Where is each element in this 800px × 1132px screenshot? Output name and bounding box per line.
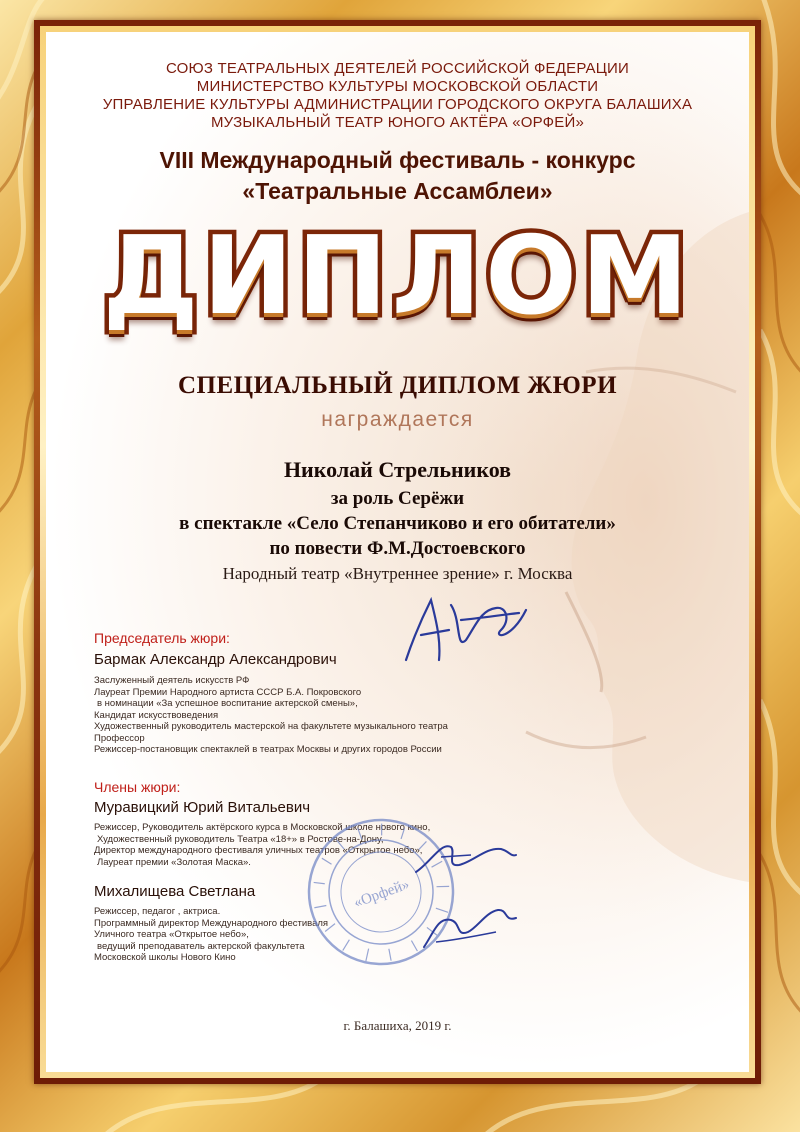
member-signature <box>411 827 521 887</box>
detail-line: Московской школы Нового Кино <box>94 952 236 963</box>
jury-chair-label: Председатель жюри: <box>94 630 230 646</box>
detail-line: Режиссер-постановщик спектаклей в театрах Москвы и других городов России <box>94 744 442 755</box>
detail-line: в номинации «За успешное воспитание актерской смены», <box>97 698 358 709</box>
jury-chair-details <box>94 675 534 756</box>
chair-signature <box>401 580 541 680</box>
jury-members-label: Члены жюри: <box>94 779 181 795</box>
place-and-date: г. Балашиха, 2019 г. <box>343 1018 452 1033</box>
diploma-title: ДИПЛОМ <box>102 214 693 339</box>
detail-line: Художественный руководитель Театра «18+» в Ростове-на-Дону, <box>97 833 384 845</box>
detail-line: Профессор <box>94 732 145 744</box>
jury-member-name: Михалищева Светлана <box>94 883 256 900</box>
detail-line: ведущий преподаватель актерской факультета <box>97 940 305 952</box>
jury-chair-name: Бармак Александр Александрович <box>94 651 337 668</box>
special-jury-diploma: СПЕЦИАЛЬНЫЙ ДИПЛОМ ЖЮРИ <box>177 372 618 399</box>
org-line: МУЗЫКАЛЬНЫЙ ТЕАТР ЮНОГО АКТЁРА «ОРФЕЙ» <box>210 114 585 131</box>
org-line: МИНИСТЕРСТВО КУЛЬТУРЫ МОСКОВСКОЙ ОБЛАСТИ <box>196 78 599 95</box>
festival-title: VIII Международный фестиваль - конкурс <box>159 147 636 173</box>
detail-line: Кандидат искусствоведения <box>94 709 219 721</box>
theatre-line: Народный театр «Внутреннее зрение» г. Москва <box>222 564 573 583</box>
role-line: за роль Серёжи <box>330 488 465 509</box>
role-line: по повести Ф.М.Достоевского <box>269 538 526 559</box>
jury-member-name: Муравицкий Юрий Витальевич <box>94 799 311 816</box>
role-line: в спектакле «Село Степанчиково и его обитатели» <box>179 513 616 534</box>
detail-line: Заслуженный деятель искусств РФ <box>94 675 250 686</box>
member-signature <box>416 892 526 962</box>
detail-line: Лауреат Премии Народного артиста СССР Б.А. Покровского <box>94 686 362 698</box>
awarded-label: награждается <box>321 408 474 431</box>
org-line: УПРАВЛЕНИЕ КУЛЬТУРЫ АДМИНИСТРАЦИИ ГОРОДСКОГО ОКРУГА БАЛАШИХА <box>102 96 693 113</box>
awardee-name: Николай Стрельников <box>283 457 512 482</box>
detail-line: Режиссер, педагог , актриса. <box>94 906 221 917</box>
detail-line: Лауреат премии «Золотая Маска». <box>97 856 251 868</box>
diploma-content <box>46 32 749 1072</box>
detail-line: Программный директор Международного фестиваля <box>94 917 329 929</box>
detail-line: Директор международного фестиваля уличных театров «Открытое небо», <box>94 845 423 856</box>
detail-line: Уличного театра «Открытое небо», <box>94 929 249 940</box>
detail-line: Режиссер, Руководитель актёрского курса в Московской школе нового кино, <box>94 822 431 833</box>
detail-line: Художественный руководитель мастерской на факультете музыкального театра <box>94 721 448 732</box>
org-line: СОЮЗ ТЕАТРАЛЬНЫХ ДЕЯТЕЛЕЙ РОССИЙСКОЙ ФЕДЕРАЦИИ <box>165 60 629 77</box>
stamp-text: «Орфей» <box>351 876 412 912</box>
festival-name: «Театральные Ассамблеи» <box>242 178 553 204</box>
